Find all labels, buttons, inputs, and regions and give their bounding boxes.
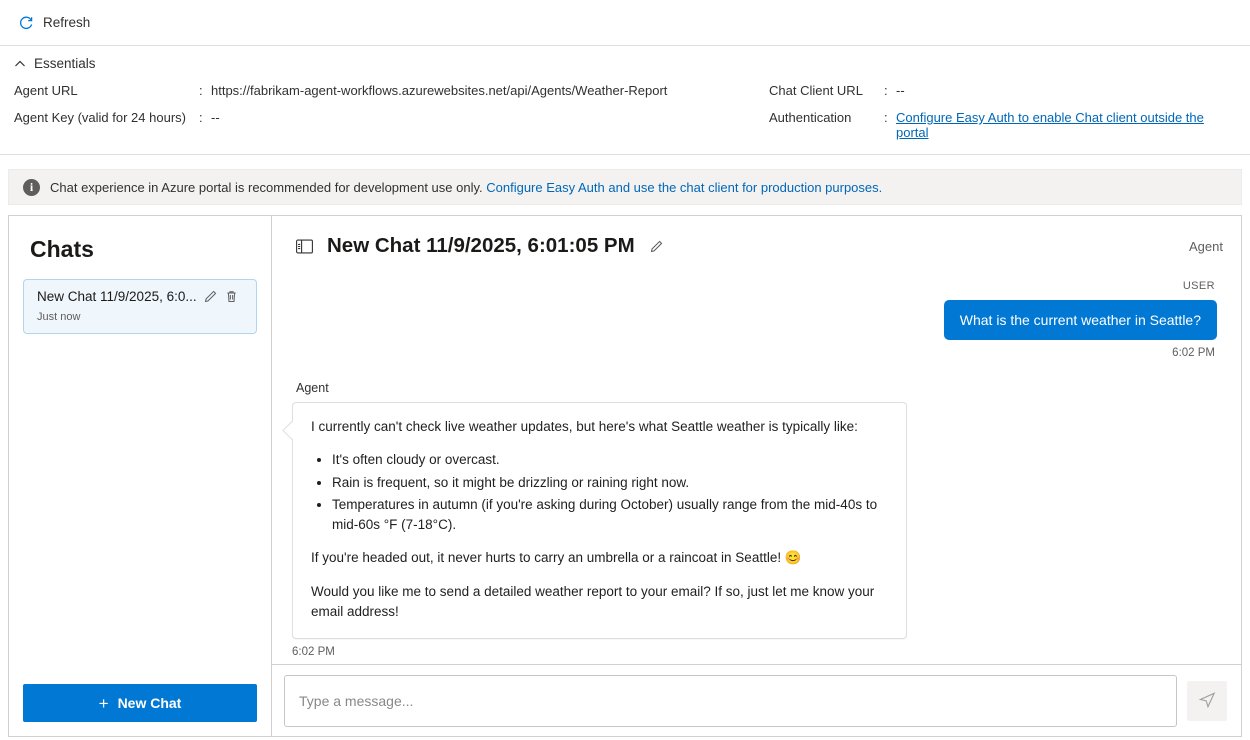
list-item[interactable] [23, 279, 257, 334]
agent-message [292, 381, 1217, 658]
sidebar-footer [9, 672, 271, 736]
agent-message-paragraph-3: Would you like me to send a detailed weather report to your email? If so, just let me know your email address! [311, 583, 875, 619]
agent-key-label: Agent Key (valid for 24 hours) [14, 110, 186, 125]
refresh-button[interactable] [14, 11, 94, 35]
agent-message-body [292, 402, 907, 639]
agent-message-paragraph-2: If you're headed out, it never hurts to carry an umbrella or a raincoat in Seattle! 😊 [311, 550, 802, 566]
info-icon: i [23, 179, 40, 196]
refresh-icon [18, 15, 34, 31]
chat-main [272, 216, 1241, 736]
chat-item-timestamp: Just now [37, 311, 81, 323]
plus-icon: + [98, 693, 109, 713]
essentials-grid [14, 83, 1236, 140]
agent-message-bullets [311, 450, 886, 535]
separator: : [199, 110, 203, 125]
essentials-row [14, 110, 769, 125]
message-composer [272, 664, 1241, 736]
essentials-row [769, 83, 1236, 98]
separator: : [199, 83, 203, 98]
chats-title: Chats [30, 236, 94, 262]
agent-key-value: -- [211, 110, 220, 125]
panel-toggle-icon[interactable] [296, 239, 313, 254]
agent-url-label: Agent URL [14, 83, 78, 98]
info-banner [8, 169, 1242, 205]
user-role-label: USER [1182, 280, 1215, 292]
chat-header [272, 216, 1241, 276]
message-list [272, 276, 1241, 664]
list-item: • It's often cloudy or overcast. [332, 450, 886, 470]
essentials-row [769, 110, 1236, 140]
essentials-section [0, 46, 1250, 155]
trash-icon[interactable] [224, 289, 239, 304]
agent-message-intro: I currently can't check live weather updates, but here's what Seattle weather is typically like: [311, 419, 858, 434]
agent-url-value: https://fabrikam-agent-workflows.azurewebsites.net/api/Agents/Weather-Report [211, 83, 668, 98]
essentials-left-column [14, 83, 769, 140]
new-chat-button[interactable] [23, 684, 257, 722]
chat-client-url-value: -- [896, 83, 905, 98]
chats-sidebar [9, 216, 272, 736]
essentials-row [14, 83, 769, 98]
send-icon [1198, 690, 1217, 712]
refresh-label: Refresh [43, 15, 91, 30]
user-message-text: What is the current weather in Seattle? [944, 300, 1217, 340]
easy-auth-production-link[interactable]: Configure Easy Auth and use the chat client for production purposes. [486, 179, 883, 195]
agent-role-label: Agent [296, 381, 329, 395]
chat-item-header [37, 289, 246, 304]
info-banner-text [50, 180, 882, 195]
separator: : [884, 83, 888, 98]
agent-tag: Agent [1189, 238, 1223, 254]
command-toolbar [0, 0, 1250, 46]
info-banner-message: Chat experience in Azure portal is recommended for development use only. [50, 179, 483, 195]
essentials-toggle[interactable] [14, 56, 1236, 71]
separator: : [884, 110, 888, 125]
authentication-label: Authentication [769, 110, 852, 125]
list-item: • Rain is frequent, so it might be drizzling or raining right now. [332, 473, 886, 493]
message-input[interactable] [284, 675, 1177, 727]
chat-list [9, 279, 271, 672]
agent-bubble-wrapper [292, 402, 907, 639]
essentials-label: Essentials [34, 56, 96, 71]
pencil-icon[interactable] [203, 289, 218, 304]
user-message-time: 6:02 PM [1172, 347, 1215, 359]
configure-easy-auth-link[interactable]: Configure Easy Auth to enable Chat client outside the portal [896, 110, 1204, 140]
chevron-up-icon [14, 58, 26, 70]
send-button[interactable] [1187, 681, 1227, 721]
pencil-icon[interactable] [649, 239, 664, 254]
chat-client-url-label: Chat Client URL [769, 83, 863, 98]
agent-message-time: 6:02 PM [292, 646, 335, 658]
chat-container [8, 215, 1242, 737]
chat-item-name: New Chat 11/9/2025, 6:0... [37, 289, 197, 304]
list-item: • Temperatures in autumn (if you're asking during October) usually range from the mid-40s to mid-60s °F (7-18°C). [332, 495, 886, 536]
page-title: New Chat 11/9/2025, 6:01:05 PM [327, 234, 635, 257]
new-chat-label: New Chat [117, 695, 182, 711]
user-message [292, 280, 1217, 359]
essentials-right-column [769, 83, 1236, 140]
